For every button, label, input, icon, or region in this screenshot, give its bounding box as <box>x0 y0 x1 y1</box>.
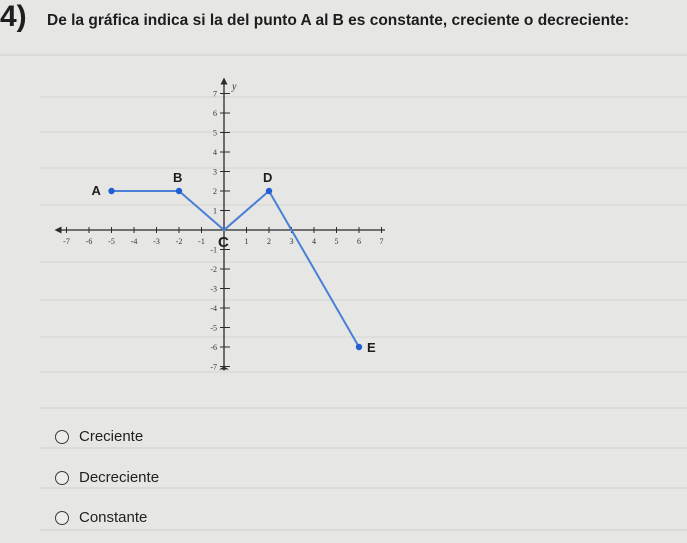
y-axis-arrow-up-icon <box>221 78 228 85</box>
x-axis-arrow-left-icon <box>55 227 62 234</box>
point-a <box>108 188 114 194</box>
point-label-b: B <box>173 170 183 185</box>
option-label: Constante <box>79 509 148 526</box>
y-tick-label: 5 <box>213 128 217 138</box>
option-decreciente[interactable] <box>55 469 159 486</box>
graph-container <box>40 50 385 400</box>
point-label-c: C <box>218 234 229 251</box>
x-tick-label: -5 <box>108 237 115 246</box>
x-tick-label: -6 <box>85 237 93 246</box>
y-tick-label: 4 <box>213 148 217 157</box>
y-tick-label: -2 <box>210 265 217 274</box>
y-tick-label: -6 <box>210 343 217 352</box>
y-tick-label: 3 <box>213 167 217 177</box>
x-tick-label: 3 <box>289 237 294 246</box>
y-tick-label: 2 <box>213 187 217 196</box>
coordinate-graph <box>40 50 385 395</box>
point-e <box>356 344 362 350</box>
point-label-d: D <box>263 170 273 185</box>
x-tick-label: 4 <box>312 237 316 246</box>
y-tick-label: -7 <box>210 362 217 372</box>
point-b <box>176 188 182 194</box>
x-tick-label: 6 <box>357 237 361 246</box>
option-constante[interactable] <box>55 509 147 526</box>
y-tick-label: 1 <box>213 206 217 216</box>
radio-circle-icon[interactable] <box>55 511 69 525</box>
x-tick-label: 1 <box>244 237 249 246</box>
x-tick-label: -4 <box>130 237 138 246</box>
y-tick-label: -3 <box>210 284 217 294</box>
x-tick-label: -2 <box>175 237 183 246</box>
point-label-a: A <box>91 183 101 198</box>
x-tick-label: 2 <box>267 237 271 246</box>
option-creciente[interactable] <box>55 428 143 445</box>
x-tick-label: 5 <box>334 237 339 246</box>
point-label-e: E <box>367 340 376 355</box>
y-tick-label: -4 <box>210 304 217 313</box>
graph-line <box>112 191 360 347</box>
question-text: De la gráfica indica si la del punto A al B es constante, creciente o decreciente: <box>47 12 630 29</box>
y-tick-label: 7 <box>213 89 217 99</box>
radio-circle-icon[interactable] <box>55 430 69 444</box>
option-label: Decreciente <box>79 469 160 486</box>
x-tick-label: -1 <box>198 237 205 246</box>
x-tick-label: -3 <box>153 237 160 246</box>
x-tick-label: 7 <box>379 237 384 246</box>
point-d <box>266 188 272 194</box>
question-number: 4) <box>0 0 27 33</box>
y-tick-label: 6 <box>213 109 217 118</box>
y-tick-label: -5 <box>210 323 217 333</box>
y-tick-label: -1 <box>210 245 217 255</box>
option-label: Creciente <box>79 428 144 445</box>
radio-circle-icon[interactable] <box>55 471 69 485</box>
y-axis-label: y <box>232 81 237 93</box>
x-tick-label: -7 <box>63 237 70 246</box>
